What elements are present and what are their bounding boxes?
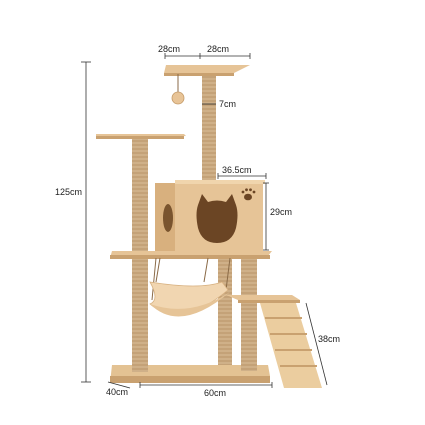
right-post — [241, 253, 257, 371]
top-perch — [164, 65, 250, 76]
label-base-width: 60cm — [204, 388, 227, 398]
center-post — [218, 253, 232, 365]
label-ramp-length: 38cm — [318, 334, 341, 344]
condo-box — [155, 180, 265, 252]
toy-ball — [172, 92, 184, 104]
label-top-perch-width: 28cm — [207, 44, 230, 54]
left-perch — [96, 134, 186, 139]
label-total-height: 125cm — [55, 187, 83, 197]
label-top-perch-depth: 28cm — [158, 44, 181, 54]
top-post — [202, 68, 216, 184]
label-post-diameter: 7cm — [219, 99, 237, 109]
label-condo-height: 29cm — [270, 207, 293, 217]
middle-platform — [110, 251, 272, 259]
cat-face-icon — [197, 194, 238, 243]
side-hole — [163, 204, 173, 232]
label-condo-width: 36.5cm — [222, 165, 252, 175]
label-base-depth: 40cm — [106, 387, 129, 397]
